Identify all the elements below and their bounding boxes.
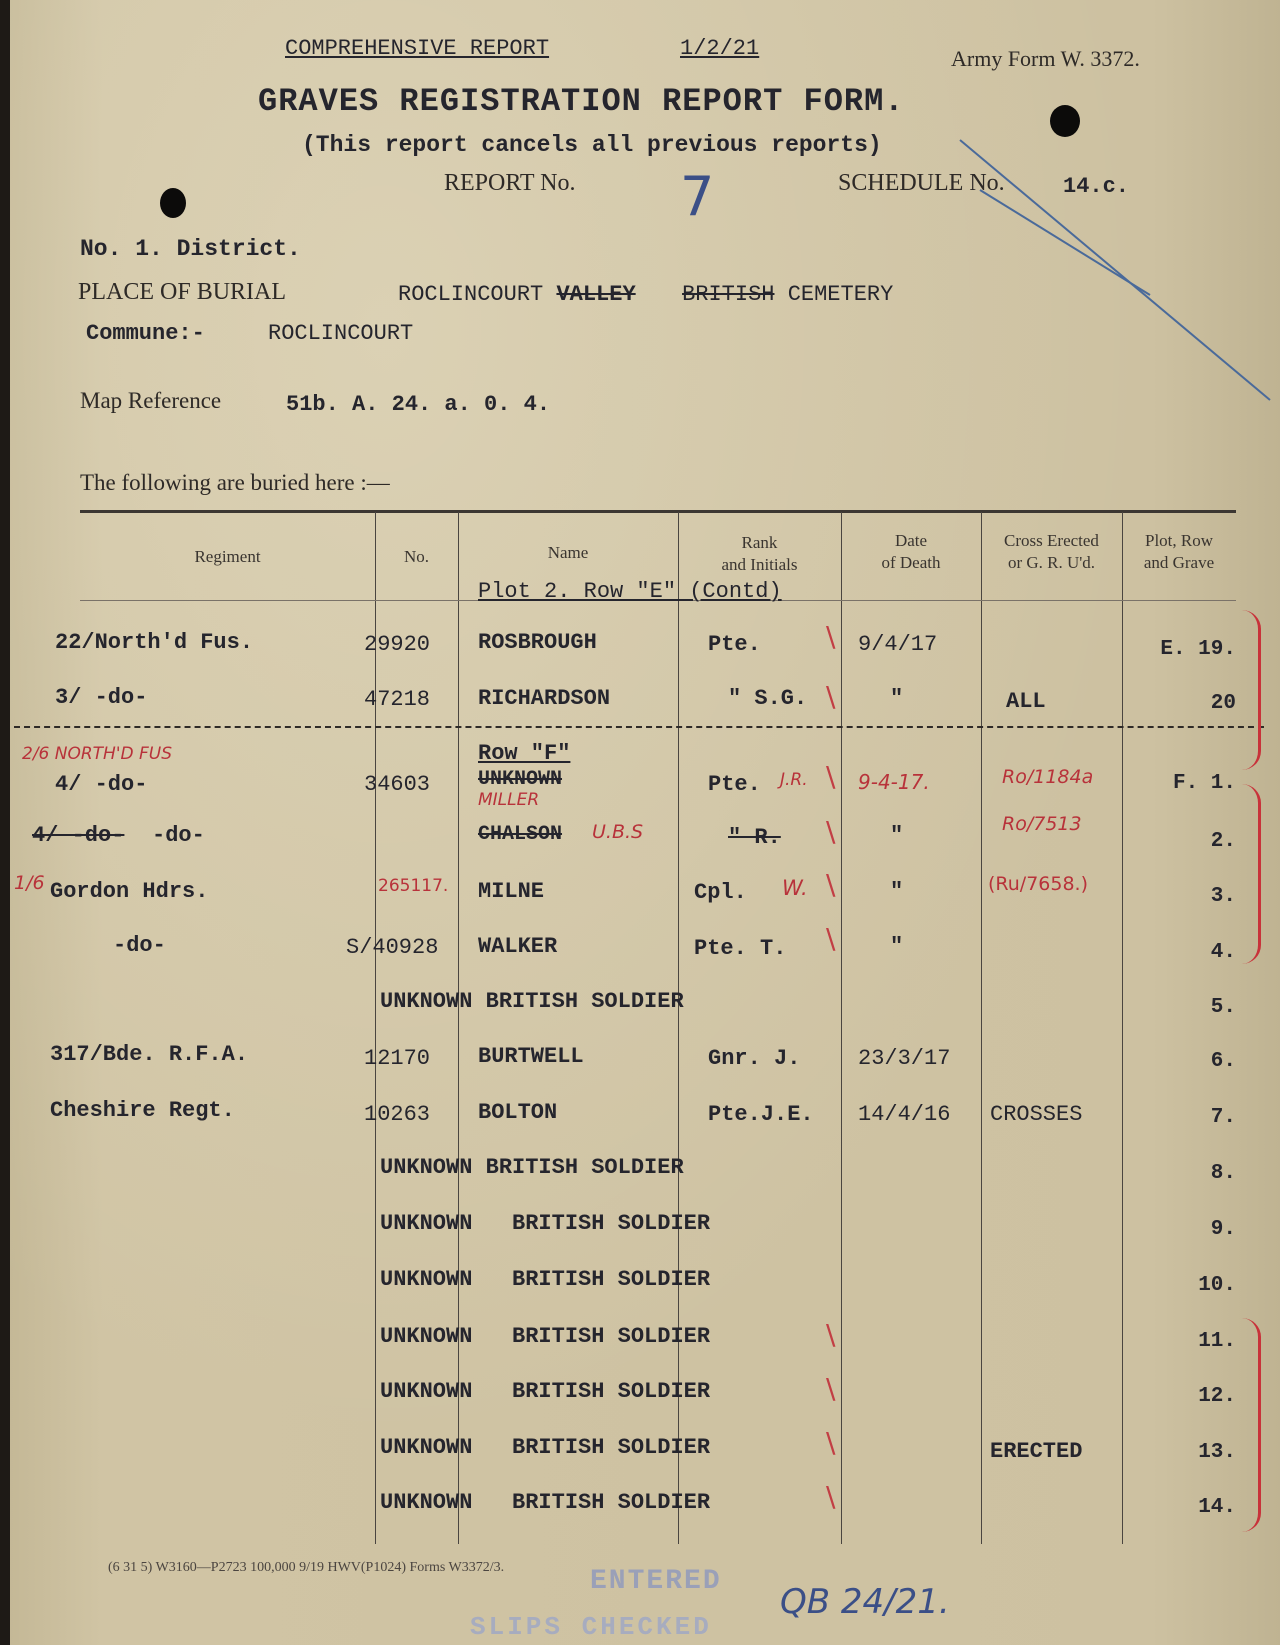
comprehensive-date: 1/2/21 [680,36,760,61]
col-header-plot-line1: Plot, Row [1144,531,1214,550]
table-row-rank: Pte. T. [694,936,787,961]
col-header-date [841,530,981,574]
annotation-northd-fus: 2/6 NORTH'D FUS [22,744,173,764]
table-row-date: " [890,934,904,959]
table-row-date: 14/4/16 [858,1102,951,1127]
bracket-mark [1242,1318,1261,1532]
form-title: GRAVES REGISTRATION REPORT FORM. [258,83,905,120]
table-row-no: S/40928 [346,935,439,960]
annotation-jr: J.R. [780,770,808,790]
bracket-mark [1242,784,1261,964]
signature-initials: QB 24/21. [780,1582,950,1622]
table-row-date: 9-4-17. [858,770,930,794]
table-row-regiment: 4/ -do- [55,772,148,797]
table-row-name: BOLTON [478,1100,558,1125]
commune-value: ROCLINCOURT [268,321,414,346]
check-mark: \ [826,1318,836,1351]
table-row-name: CHALSON [478,823,563,846]
check-mark: \ [826,680,836,713]
check-mark: \ [826,922,836,955]
annotation-one-six: 1/6 [14,872,45,894]
col-divider [375,512,376,1544]
col-header-name: Name [547,543,589,562]
table-row-date: " [890,879,904,904]
report-no-value: 7 [680,165,715,228]
slips-checked-stamp: SLIPS CHECKED [470,1612,712,1642]
col-header-rank-line1: Rank [741,533,778,552]
table-row-cross: CROSSES [990,1102,1083,1127]
commune-label: Commune:- [86,321,205,346]
punch-hole [160,188,186,218]
schedule-value: 14.c. [1063,174,1130,199]
schedule-label: SCHEDULE No. [838,170,1005,196]
table-row-name: MILNE [478,879,545,904]
col-divider [1122,512,1123,1544]
district: No. 1. District. [80,236,301,262]
table-row-regiment: -do- [152,823,205,848]
table-row-rank: Pte. [708,632,761,657]
cancels-note: (This report cancels all previous reports) [302,132,882,158]
col-header-no: No. [403,547,430,566]
pen-stroke [960,120,1280,410]
table-row-name: UNKNOWN [478,768,563,791]
entered-stamp: ENTERED [590,1566,722,1597]
check-mark: \ [826,760,836,793]
table-row-date: " [890,686,904,711]
table-row-no: 265117. [378,876,449,896]
table-row-no: 12170 [364,1046,431,1071]
table-row-regiment-struck: 4/ -do- [32,823,125,848]
table-row-regiment: 317/Bde. R.F.A. [50,1042,249,1067]
table-row-grave: 20 [1210,692,1236,715]
scan-edge [0,0,10,1645]
table-row-rank: Cpl. [694,880,747,905]
check-mark: \ [826,868,836,901]
table-row-regiment: Gordon Hdrs. [50,879,209,904]
table-row-rank: " S.G. [728,686,808,711]
table-row-name: UNKNOWN BRITISH SOLDIER [380,1435,711,1460]
col-divider [981,512,982,1544]
table-row-name: UNKNOWN BRITISH SOLDIER [380,1324,711,1349]
table-row-cross: Ro/1184a [1002,766,1094,788]
table-row-grave: 12. [1198,1385,1236,1408]
table-row-name: UNKNOWN BRITISH SOLDIER [380,1379,711,1404]
table-row-cross: ALL [1006,689,1046,714]
check-mark: \ [826,620,836,653]
map-reference-value: 51b. A. 24. a. 0. 4. [286,392,551,417]
table-row-no: 47218 [364,687,431,712]
print-code: (6 31 5) W3160—P2723 100,000 9/19 HWV(P1024) Forms W3372/3. [108,1560,505,1575]
place-name-part: ROCLINCOURT [398,282,544,307]
annotation-ubs: U.B.S [592,821,644,843]
table-row-grave: E. 19. [1160,638,1236,661]
table-top-rule [80,510,1236,513]
table-row-cross: Ro/7513 [1002,813,1082,835]
table-row-name: RICHARDSON [478,686,611,711]
table-row-name: BURTWELL [478,1044,584,1069]
army-form-number: Army Form W. 3372. [951,46,1140,71]
table-row-no: 34603 [364,772,431,797]
place-of-burial-value [398,282,893,307]
table-row-grave: 2. [1210,830,1236,853]
col-header-plot-line2: and Grave [1143,553,1215,572]
row-separator [14,726,1264,728]
table-row-rank: Pte. [708,772,761,797]
table-row-name: UNKNOWN BRITISH SOLDIER [380,1267,711,1292]
table-row-cross: (Ru/7658.) [988,873,1089,895]
table-row-cross: ERECTED [990,1439,1083,1464]
table-row-date: 23/3/17 [858,1046,951,1071]
col-divider [841,512,842,1544]
table-row-grave: 4. [1210,941,1236,964]
table-row-regiment: -do- [113,933,166,958]
col-header-plot [1122,530,1236,574]
table-row-grave: 7. [1210,1106,1236,1129]
comprehensive-report: COMPREHENSIVE REPORT [285,36,550,61]
table-row-no: 10263 [364,1102,431,1127]
table-row-no: 29920 [364,632,431,657]
table-row-name: ROSBROUGH [478,630,597,655]
place-name-cemetery: CEMETERY [787,282,894,307]
table-row-grave: 13. [1198,1441,1236,1464]
table-row-grave: F. 1. [1172,772,1236,795]
table-row-rank: Gnr. J. [708,1046,801,1071]
table-row-grave: 11. [1198,1330,1236,1353]
table-row-name: UNKNOWN BRITISH SOLDIER [380,1155,684,1180]
check-mark: \ [826,815,836,848]
table-row-name: UNKNOWN BRITISH SOLDIER [380,989,684,1014]
table-row-rank: " R. [728,825,781,850]
check-mark: \ [826,1372,836,1405]
table-row-grave: 14. [1198,1496,1236,1519]
map-reference-label: Map Reference [80,388,222,413]
table-row-grave: 8. [1210,1162,1236,1185]
table-row-name: UNKNOWN BRITISH SOLDIER [380,1211,711,1236]
col-header-date-line1: Date [894,531,928,550]
check-mark: \ [826,1426,836,1459]
annotation-miller: MILLER [478,790,540,810]
section-title: Plot 2. Row "E" (Contd) [478,579,782,604]
table-row-date: " [890,823,904,848]
place-name-british: BRITISH [682,282,775,307]
table-row-grave: 9. [1210,1218,1236,1241]
annotation-w: W. [782,876,808,900]
table-row-name: WALKER [478,934,558,959]
row-f-title: Row "F" [478,741,571,766]
place-of-burial-label: PLACE OF BURIAL [78,279,287,305]
col-header-rank [678,532,841,576]
table-row-grave: 3. [1210,885,1236,908]
col-header-rank-line2: and Initials [721,555,798,574]
check-mark: \ [826,1480,836,1513]
place-name-valley: VALLEY [556,282,636,307]
bracket-mark [1242,610,1261,770]
col-header-cross-line1: Cross Erected [1004,531,1099,550]
buried-here-label: The following are buried here :— [80,470,390,495]
table-row-grave: 5. [1210,996,1236,1019]
col-header-cross [981,530,1122,574]
col-header-regiment: Regiment [194,547,261,566]
table-row-grave: 6. [1210,1050,1236,1073]
table-row-date: 9/4/17 [858,632,938,657]
table-row-regiment: Cheshire Regt. [50,1098,235,1123]
report-no-label: REPORT No. [444,170,576,196]
table-row-regiment: 3/ -do- [55,685,148,710]
table-row-name: UNKNOWN BRITISH SOLDIER [380,1490,711,1515]
table-row-rank: Pte.J.E. [708,1102,814,1127]
col-header-cross-line2: or G. R. U'd. [1007,553,1096,572]
table-row-grave: 10. [1198,1274,1236,1297]
table-row-regiment: 22/North'd Fus. [55,630,254,655]
col-header-date-line2: of Death [881,553,941,572]
